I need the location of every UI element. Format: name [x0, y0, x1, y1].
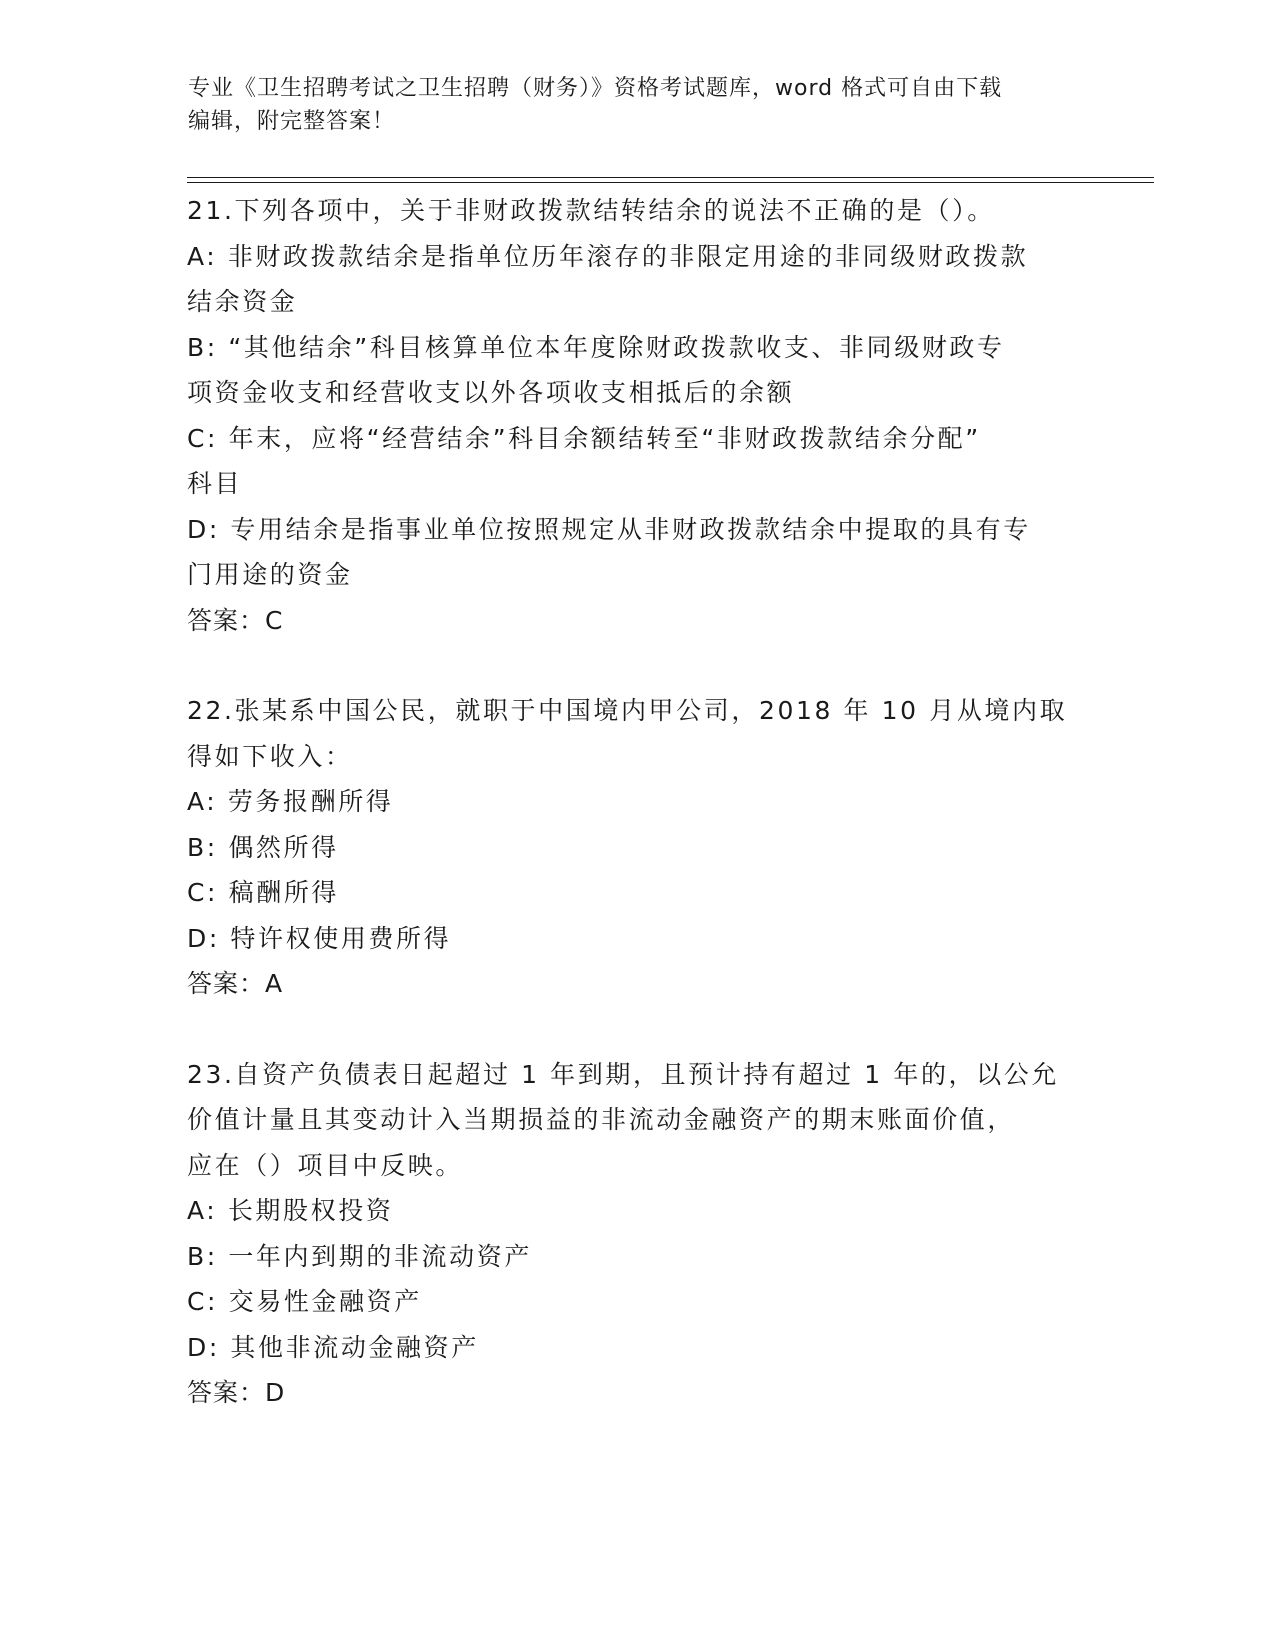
- option-c: C: 交易性金融资产: [187, 1287, 422, 1316]
- option-text: 结余资金: [187, 287, 298, 316]
- answer-label: 答案：A: [187, 969, 284, 998]
- answer-label: 答案：D: [187, 1378, 286, 1407]
- option-d: D: 特许权使用费所得: [187, 923, 452, 953]
- option-a: A: 劳务报酬所得: [187, 787, 394, 816]
- document-header: [188, 72, 1068, 138]
- header-line-2: 编辑，附完整答案！: [188, 109, 396, 134]
- question-list: [187, 188, 1087, 1416]
- option-text: B: “其他结余”科目核算单位本年度除财政拨款收支、非同级财政专: [187, 332, 1005, 362]
- option-d: [187, 507, 1087, 598]
- option-c: C: 稿酬所得: [187, 878, 340, 907]
- option-text: A: 非财政拨款结余是指单位历年滚存的非限定用途的非同级财政拨款: [187, 241, 1029, 271]
- question-stem: 22.张某系中国公民，就职于中国境内甲公司，2018 年 10 月从境内取: [187, 696, 1068, 725]
- option-a: [187, 234, 1087, 325]
- header-line-1: 专业《卫生招聘考试之卫生招聘（财务）》资格考试题库，word 格式可自由下载: [188, 76, 1003, 101]
- answer-label: 答案：C: [187, 605, 284, 635]
- option-a: A: 长期股权投资: [187, 1196, 394, 1225]
- question-stem: 应在（）项目中反映。: [187, 1150, 464, 1180]
- option-text: 门用途的资金: [187, 560, 353, 589]
- option-b: B: 偶然所得: [187, 832, 339, 862]
- question-stem: 价值计量且其变动计入当期损益的非流动金融资产的期末账面价值，: [187, 1105, 1016, 1134]
- question-stem: 21.下列各项中，关于非财政拨款结转结余的说法不正确的是（）。: [187, 196, 995, 225]
- header-divider-bottom: [187, 182, 1154, 183]
- option-text: 项资金收支和经营收支以外各项收支相抵后的余额: [187, 378, 795, 407]
- option-d: D: 其他非流动金融资产: [187, 1332, 479, 1362]
- option-c: [187, 416, 1087, 507]
- question-stem: 得如下收入：: [187, 741, 353, 771]
- option-text: D: 专用结余是指事业单位按照规定从非财政拨款结余中提取的具有专: [187, 514, 1031, 544]
- option-text: 科目: [187, 469, 243, 498]
- option-b: B: 一年内到期的非流动资产: [187, 1241, 532, 1271]
- question-stem: 23.自资产负债表日起超过 1 年到期，且预计持有超过 1 年的，以公允: [187, 1059, 1059, 1089]
- question-23: [187, 1052, 1087, 1416]
- option-b: [187, 325, 1087, 416]
- option-text: C: 年末，应将“经营结余”科目余额结转至“非财政拨款结余分配”: [187, 423, 981, 453]
- question-21: [187, 188, 1087, 643]
- header-divider-top: [187, 177, 1154, 178]
- question-22: [187, 688, 1087, 1007]
